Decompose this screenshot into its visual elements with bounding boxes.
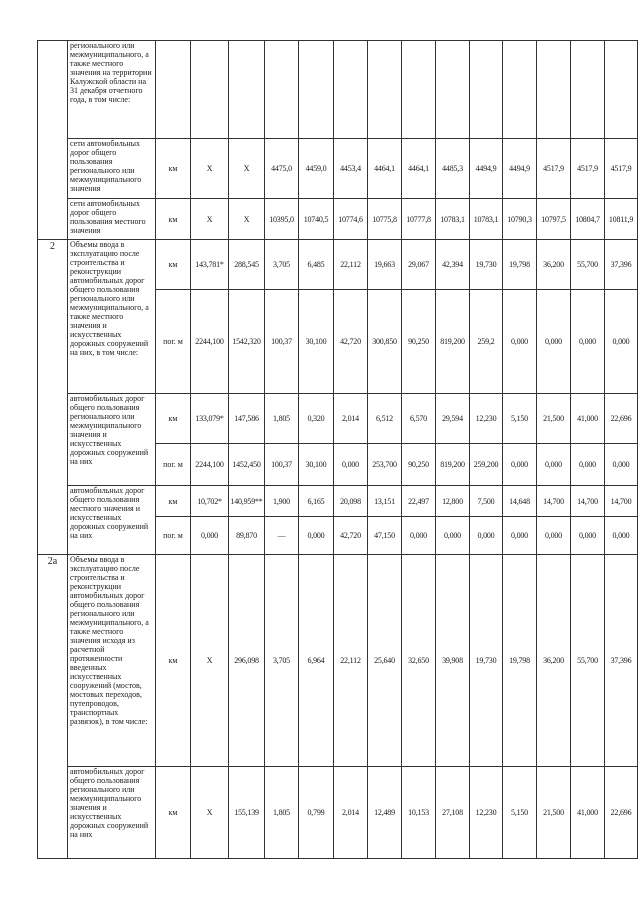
row-description: автомобильных дорог общего пользования регионального или межмуниципального значения и искусственных дорожных сооружений на них <box>68 394 156 486</box>
value-cell: 37,396 <box>605 555 638 767</box>
value-cell: 10775,8 <box>368 199 402 240</box>
value-cell: 25,640 <box>368 555 402 767</box>
value-cell: 1542,320 <box>229 290 265 394</box>
value-cell: 30,100 <box>299 444 334 486</box>
value-cell: 41,000 <box>571 394 605 444</box>
value-cell: 10790,3 <box>503 199 537 240</box>
value-cell: 29,067 <box>402 240 436 290</box>
unit-cell <box>156 41 191 139</box>
value-cell: 147,586 <box>229 394 265 444</box>
value-cell: 6,512 <box>368 394 402 444</box>
value-cell: 36,200 <box>537 555 571 767</box>
value-cell: X <box>229 199 265 240</box>
table-row <box>38 240 638 290</box>
value-cell: 143,781* <box>191 240 229 290</box>
row-number: 2 <box>38 240 68 555</box>
table-row <box>38 139 638 199</box>
value-cell <box>436 41 470 139</box>
value-cell: 4494,9 <box>503 139 537 199</box>
value-cell: 10395,0 <box>265 199 299 240</box>
value-cell: 0,000 <box>571 290 605 394</box>
value-cell: 21,500 <box>537 394 571 444</box>
value-cell <box>571 41 605 139</box>
value-cell: 0,000 <box>191 517 229 555</box>
value-cell: 22,112 <box>334 240 368 290</box>
value-cell: 19,798 <box>503 555 537 767</box>
value-cell <box>229 41 265 139</box>
table-row <box>38 767 638 859</box>
value-cell: 4485,3 <box>436 139 470 199</box>
value-cell: X <box>191 767 229 859</box>
value-cell: 259,200 <box>470 444 503 486</box>
value-cell: 288,545 <box>229 240 265 290</box>
value-cell <box>334 41 368 139</box>
value-cell: 819,200 <box>436 290 470 394</box>
value-cell: 13,151 <box>368 486 402 517</box>
value-cell: 19,663 <box>368 240 402 290</box>
value-cell: 5,150 <box>503 767 537 859</box>
value-cell: 10,702* <box>191 486 229 517</box>
value-cell: 4517,9 <box>605 139 638 199</box>
value-cell: 0,000 <box>503 290 537 394</box>
value-cell <box>470 41 503 139</box>
value-cell: — <box>265 517 299 555</box>
unit-cell: км <box>156 486 191 517</box>
value-cell: 10777,8 <box>402 199 436 240</box>
value-cell: 100,37 <box>265 444 299 486</box>
value-cell: X <box>191 139 229 199</box>
value-cell: 3,705 <box>265 555 299 767</box>
value-cell: 4453,4 <box>334 139 368 199</box>
value-cell: 4464,1 <box>402 139 436 199</box>
value-cell: 300,850 <box>368 290 402 394</box>
value-cell: 0,000 <box>436 517 470 555</box>
value-cell: X <box>191 199 229 240</box>
value-cell: 2,014 <box>334 767 368 859</box>
value-cell: 14,700 <box>571 486 605 517</box>
unit-cell: км <box>156 767 191 859</box>
value-cell: 19,798 <box>503 240 537 290</box>
value-cell: 47,150 <box>368 517 402 555</box>
value-cell: 0,000 <box>571 444 605 486</box>
value-cell: 0,000 <box>334 444 368 486</box>
value-cell: 0,000 <box>605 444 638 486</box>
value-cell: 10804,7 <box>571 199 605 240</box>
indicators-table <box>37 40 638 859</box>
value-cell: 0,000 <box>470 517 503 555</box>
value-cell <box>402 41 436 139</box>
value-cell: 6,964 <box>299 555 334 767</box>
value-cell: X <box>229 139 265 199</box>
value-cell: 1452,450 <box>229 444 265 486</box>
value-cell: 4475,0 <box>265 139 299 199</box>
value-cell: 259,2 <box>470 290 503 394</box>
value-cell: 1,805 <box>265 767 299 859</box>
value-cell: 4464,1 <box>368 139 402 199</box>
value-cell: 10797,5 <box>537 199 571 240</box>
value-cell <box>299 41 334 139</box>
value-cell: 39,908 <box>436 555 470 767</box>
value-cell: 133,079* <box>191 394 229 444</box>
value-cell <box>191 41 229 139</box>
value-cell: 10774,6 <box>334 199 368 240</box>
value-cell: 22,497 <box>402 486 436 517</box>
value-cell <box>503 41 537 139</box>
value-cell: 0,000 <box>503 517 537 555</box>
value-cell: 0,000 <box>503 444 537 486</box>
value-cell: 296,098 <box>229 555 265 767</box>
value-cell: 19,730 <box>470 555 503 767</box>
unit-cell: пог. м <box>156 444 191 486</box>
value-cell: 90,250 <box>402 290 436 394</box>
value-cell: 37,396 <box>605 240 638 290</box>
value-cell: 36,200 <box>537 240 571 290</box>
value-cell: 0,000 <box>537 290 571 394</box>
unit-cell: км <box>156 139 191 199</box>
value-cell: 819,200 <box>436 444 470 486</box>
value-cell <box>265 41 299 139</box>
value-cell: 0,000 <box>299 517 334 555</box>
value-cell: 10,153 <box>402 767 436 859</box>
document-sheet <box>37 40 638 859</box>
row-description: автомобильных дорог общего пользования местного значения и искусственных дорожных сооружений на них <box>68 486 156 555</box>
value-cell: 10740,5 <box>299 199 334 240</box>
value-cell: 4494,9 <box>470 139 503 199</box>
value-cell: 41,000 <box>571 767 605 859</box>
value-cell: 4517,9 <box>571 139 605 199</box>
table-row <box>38 486 638 517</box>
value-cell: 0,320 <box>299 394 334 444</box>
row-description: сети автомобильных дорог общего пользования местного значения <box>68 199 156 240</box>
value-cell: 42,720 <box>334 517 368 555</box>
unit-cell: км <box>156 240 191 290</box>
value-cell: 14,648 <box>503 486 537 517</box>
value-cell: 55,700 <box>571 555 605 767</box>
value-cell: 10783,1 <box>470 199 503 240</box>
table-row <box>38 199 638 240</box>
value-cell: 10783,1 <box>436 199 470 240</box>
value-cell: 12,230 <box>470 767 503 859</box>
value-cell: 1,900 <box>265 486 299 517</box>
value-cell: 14,700 <box>605 486 638 517</box>
value-cell: 0,000 <box>537 517 571 555</box>
table-row <box>38 41 638 139</box>
value-cell: 22,696 <box>605 394 638 444</box>
value-cell: 29,594 <box>436 394 470 444</box>
value-cell: 6,165 <box>299 486 334 517</box>
value-cell: 0,000 <box>605 517 638 555</box>
value-cell: 0,000 <box>605 290 638 394</box>
value-cell: 55,700 <box>571 240 605 290</box>
value-cell: 4459,0 <box>299 139 334 199</box>
row-description: Объемы ввода в эксплуатацию после строительства и реконструкции автомобильных дорог общего пользования регионального или межмуниципального, а также местного значения и искусственных дорожных сооружений на них, в том числе: <box>68 240 156 394</box>
value-cell: 22,696 <box>605 767 638 859</box>
value-cell: 12,489 <box>368 767 402 859</box>
value-cell: 14,700 <box>537 486 571 517</box>
value-cell: 7,500 <box>470 486 503 517</box>
value-cell: 253,700 <box>368 444 402 486</box>
value-cell: 12,230 <box>470 394 503 444</box>
value-cell: 2244,100 <box>191 444 229 486</box>
value-cell: 20,098 <box>334 486 368 517</box>
row-description: автомобильных дорог общего пользования регионального или межмуниципального значения и искусственных дорожных сооружений на них <box>68 767 156 859</box>
value-cell: 42,394 <box>436 240 470 290</box>
value-cell <box>537 41 571 139</box>
value-cell: 0,799 <box>299 767 334 859</box>
row-description: регионального или межмуниципального, а также местного значения на территории Калужской области на 31 декабря отчетного года, в том числе: <box>68 41 156 139</box>
value-cell: 0,000 <box>402 517 436 555</box>
value-cell: 5,150 <box>503 394 537 444</box>
value-cell: 90,250 <box>402 444 436 486</box>
value-cell: 12,800 <box>436 486 470 517</box>
value-cell: 0,000 <box>537 444 571 486</box>
value-cell: 89,870 <box>229 517 265 555</box>
value-cell: 30,100 <box>299 290 334 394</box>
value-cell: 21,500 <box>537 767 571 859</box>
table-row <box>38 394 638 444</box>
unit-cell: км <box>156 555 191 767</box>
value-cell: 2,014 <box>334 394 368 444</box>
value-cell: 6,570 <box>402 394 436 444</box>
value-cell <box>605 41 638 139</box>
value-cell: 140,959** <box>229 486 265 517</box>
value-cell: 42,720 <box>334 290 368 394</box>
value-cell: 27,108 <box>436 767 470 859</box>
value-cell: 0,000 <box>571 517 605 555</box>
row-number <box>38 41 68 240</box>
unit-cell: км <box>156 394 191 444</box>
value-cell: 100,37 <box>265 290 299 394</box>
value-cell <box>368 41 402 139</box>
value-cell: 32,650 <box>402 555 436 767</box>
value-cell: X <box>191 555 229 767</box>
value-cell: 4517,9 <box>537 139 571 199</box>
value-cell: 155,139 <box>229 767 265 859</box>
unit-cell: пог. м <box>156 517 191 555</box>
value-cell: 19,730 <box>470 240 503 290</box>
value-cell: 6,485 <box>299 240 334 290</box>
value-cell: 1,805 <box>265 394 299 444</box>
row-number: 2а <box>38 555 68 859</box>
unit-cell: пог. м <box>156 290 191 394</box>
value-cell: 10811,9 <box>605 199 638 240</box>
value-cell: 2244,100 <box>191 290 229 394</box>
value-cell: 3,705 <box>265 240 299 290</box>
value-cell: 22,112 <box>334 555 368 767</box>
unit-cell: км <box>156 199 191 240</box>
row-description: сети автомобильных дорог общего пользования регионального или межмуниципального значения <box>68 139 156 199</box>
table-row <box>38 555 638 767</box>
row-description: Объемы ввода в эксплуатацию после строительства и реконструкции автомобильных дорог общего пользования регионального или межмуниципального, а также местного значения исходя из расчетной протяженности введенных искусственных сооружений (мостов, мостовых переходов, путепроводов, транспортных развязок), в том числе: <box>68 555 156 767</box>
